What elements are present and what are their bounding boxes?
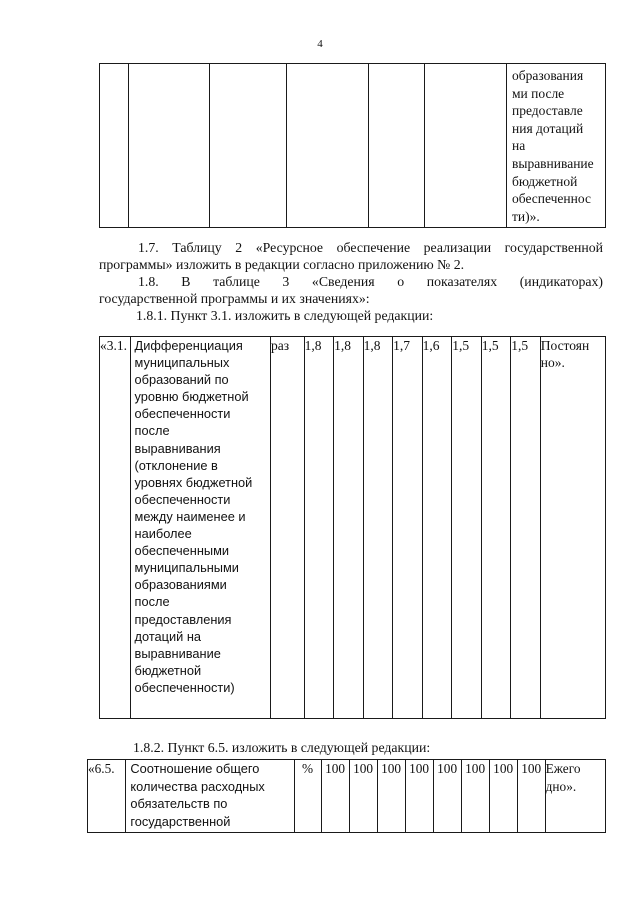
value-cell: 100 <box>461 760 489 833</box>
periodicity-cell <box>540 337 605 719</box>
description-line: муниципальных <box>134 355 230 371</box>
page-number: 4 <box>317 38 323 50</box>
cell-line: выравнивание <box>512 155 594 171</box>
description-line: количества расходных <box>130 778 265 794</box>
item-number: «6.5. <box>88 760 126 833</box>
value-cell: 1,5 <box>511 337 541 719</box>
continued-cell <box>287 64 369 228</box>
continued-text-cell <box>507 64 606 228</box>
continued-cell <box>129 64 210 228</box>
description-line: наиболее <box>134 526 192 542</box>
unit-cell: раз <box>271 337 305 719</box>
description-line: государственной <box>130 813 231 829</box>
cell-line: предоставле <box>512 103 583 119</box>
periodicity-line: Ежего <box>545 761 581 776</box>
value-cell: 1,5 <box>452 337 482 719</box>
item-number: «3.1. <box>100 337 131 719</box>
description-line: (отклонение в <box>134 457 218 473</box>
value-cell: 1,6 <box>422 337 452 719</box>
indicator-table-3-1 <box>99 336 606 719</box>
value-cell: 1,7 <box>393 337 423 719</box>
periodicity-line: но». <box>540 355 565 371</box>
value-cell: 100 <box>349 760 377 833</box>
description-line: обеспеченности <box>134 406 231 422</box>
description-line: образованиями <box>134 577 227 593</box>
description-line: выравнивание <box>134 645 221 661</box>
value-cell: 100 <box>377 760 405 833</box>
description-line: между наименее и <box>134 508 246 524</box>
description-line: после <box>134 594 170 610</box>
description-line: обеспеченности) <box>134 679 235 695</box>
description-line: уровню бюджетной <box>134 389 249 405</box>
indicator-description <box>126 760 294 833</box>
paragraph-1-8-1: 1.8.1. Пункт 3.1. изложить в следующей редакции: <box>136 308 434 323</box>
value-cell: 1,8 <box>334 337 364 719</box>
description-line: бюджетной <box>134 662 202 678</box>
continued-table <box>99 63 606 228</box>
value-cell: 100 <box>489 760 517 833</box>
value-cell: 1,8 <box>304 337 334 719</box>
description-line: муниципальными <box>134 560 239 576</box>
paragraph-1-8-2: 1.8.2. Пункт 6.5. изложить в следующей редакции: <box>133 740 431 755</box>
value-cell: 100 <box>517 760 545 833</box>
value-cell: 100 <box>405 760 433 833</box>
continued-cell <box>100 64 129 228</box>
paragraph-1-8-line-2: государственной программы и их значениях»: <box>99 291 370 306</box>
value-cell: 100 <box>321 760 349 833</box>
description-line: обеспеченными <box>134 543 230 559</box>
description-line: после <box>134 423 170 439</box>
cell-line: на <box>512 138 526 154</box>
description-line: обеспеченности <box>134 491 231 507</box>
paragraph-1-7-line-2: программы» изложить в редакции согласно приложению № 2. <box>99 257 465 272</box>
cell-line: ти)». <box>512 208 540 224</box>
cell-line: ния дотаций <box>512 120 584 136</box>
continued-cell <box>210 64 287 228</box>
description-line: Соотношение общего <box>130 761 260 776</box>
continued-cell <box>425 64 507 228</box>
indicator-table-6-5 <box>87 759 606 833</box>
value-cell: 100 <box>433 760 461 833</box>
unit-cell: % <box>294 760 321 833</box>
value-cell: 1,5 <box>481 337 511 719</box>
description-line: дотаций на <box>134 628 202 644</box>
description-line: образований по <box>134 372 229 388</box>
continued-cell <box>369 64 425 228</box>
cell-line: обеспеченнос <box>512 191 591 207</box>
description-line: обязательств по <box>130 796 228 811</box>
periodicity-cell <box>545 760 605 833</box>
value-cell: 1,8 <box>363 337 393 719</box>
description-line: предоставления <box>134 611 232 627</box>
description-line: уровнях бюджетной <box>134 474 253 490</box>
cell-line: ми после <box>512 85 565 101</box>
description-line: выравнивания <box>134 440 221 456</box>
paragraph-1-7-line-1: 1.7. Таблицу 2 «Ресурсное обеспечение реализации государственной <box>138 240 603 255</box>
description-line: Дифференциация <box>134 338 243 353</box>
cell-line: образования <box>512 68 584 83</box>
periodicity-line: дно». <box>545 778 577 794</box>
periodicity-line: Постоян <box>540 338 590 353</box>
paragraph-1-8-line-1: 1.8. В таблице 3 «Сведения о показателях (индикаторах) <box>138 274 603 289</box>
indicator-description <box>130 337 270 719</box>
cell-line: бюджетной <box>512 173 578 189</box>
